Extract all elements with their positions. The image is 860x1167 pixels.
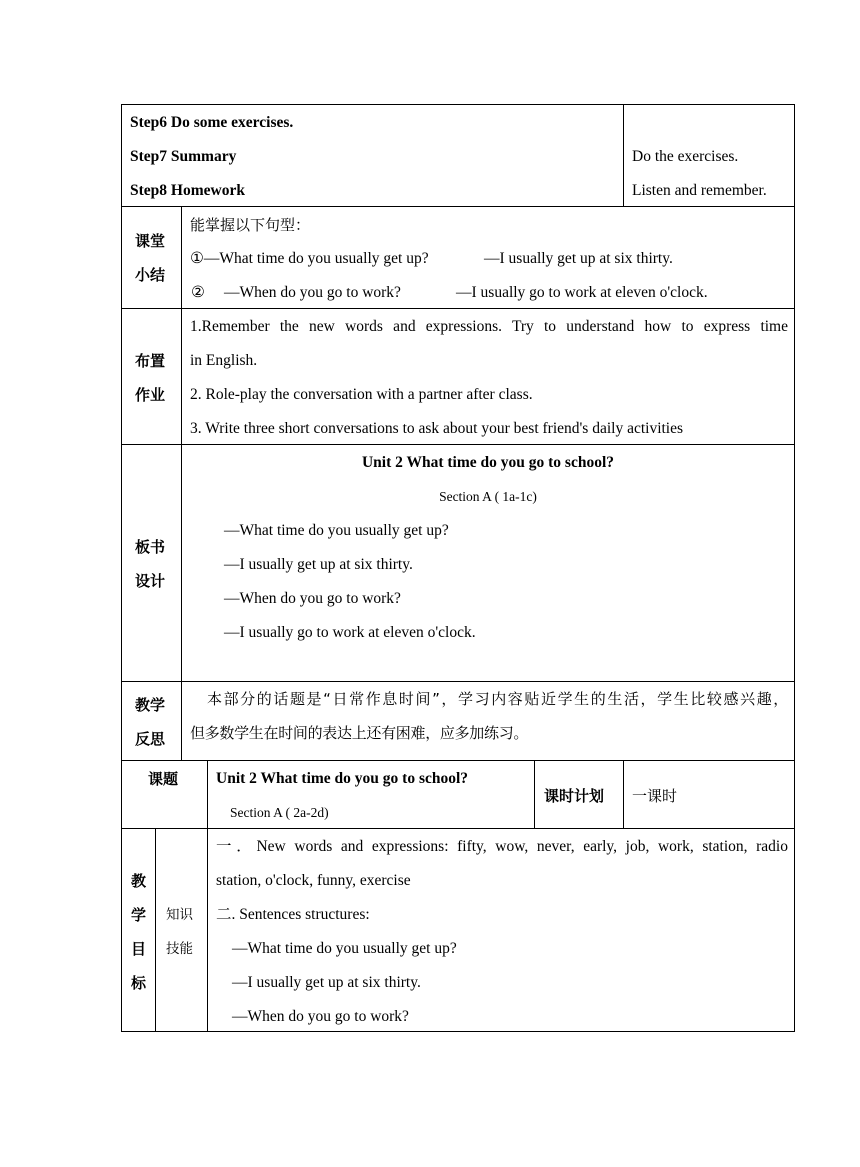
summary-a2: —I usually go to work at eleven o'clock. xyxy=(456,284,708,301)
row-divider xyxy=(121,760,795,761)
lesson-plan-label: 课时计划 xyxy=(544,787,605,805)
activity-exercises: Do the exercises. xyxy=(632,148,739,165)
objectives-structures: 二. Sentences structures: xyxy=(216,906,370,923)
lesson-plan-value: 一课时 xyxy=(632,787,678,805)
reflection-label-1: 教学 xyxy=(135,696,166,714)
board-label-2: 设计 xyxy=(135,572,166,590)
lesson-subtitle: Section A ( 2a-2d) xyxy=(230,805,329,820)
table-border-top xyxy=(121,104,795,105)
row-divider xyxy=(121,681,795,682)
summary-num2: ② xyxy=(191,284,205,301)
summary-a1: —I usually get up at six thirty. xyxy=(484,250,673,267)
col-divider xyxy=(623,104,624,206)
objectives-sentence-2: —I usually get up at six thirty. xyxy=(232,974,421,991)
lesson-title: Unit 2 What time do you go to school? xyxy=(216,770,469,787)
reflection-line-2: 但多数学生在时间的表达上还有困难，应多加练习。 xyxy=(190,724,529,742)
objectives-label-char: 标 xyxy=(131,974,147,992)
row-divider xyxy=(121,308,795,309)
summary-label-2: 小结 xyxy=(135,266,166,284)
board-sentence-1: —What time do you usually get up? xyxy=(224,522,449,539)
homework-item-2: 2. Role-play the conversation with a partner after class. xyxy=(190,386,533,403)
row-divider xyxy=(121,206,795,207)
summary-intro: 能掌握以下句型： xyxy=(190,216,311,234)
step6-text: Step6 Do some exercises. xyxy=(130,114,294,131)
skills-label: 技能 xyxy=(166,941,193,957)
objectives-label-char: 教 xyxy=(131,872,147,890)
homework-item-1-cont: in English. xyxy=(190,352,258,369)
board-label-1: 板书 xyxy=(135,538,166,556)
homework-item-1: 1.Remember the new words and expressions. Try to understand how to express time xyxy=(190,318,788,335)
activity-listen: Listen and remember. xyxy=(632,182,767,199)
objectives-sentence-3: —When do you go to work? xyxy=(232,1008,409,1025)
topic-label: 课题 xyxy=(148,770,179,788)
table-border-bottom xyxy=(121,1031,795,1032)
row-divider xyxy=(121,444,795,445)
summary-q1: ①—What time do you usually get up? xyxy=(190,250,429,267)
col-divider xyxy=(623,760,624,829)
objectives-label-char: 目 xyxy=(131,940,147,958)
col-divider xyxy=(181,206,182,761)
objectives-label-char: 学 xyxy=(131,906,147,924)
reflection-label-2: 反思 xyxy=(135,730,166,748)
knowledge-label: 知识 xyxy=(166,907,193,923)
table-border-left xyxy=(121,104,122,1032)
col-divider xyxy=(534,760,535,829)
step8-text: Step8 Homework xyxy=(130,182,245,199)
homework-item-3: 3. Write three short conversations to ask about your best friend's daily activities xyxy=(190,420,684,437)
col-divider xyxy=(207,760,208,1032)
board-sentence-4: —I usually go to work at eleven o'clock. xyxy=(224,624,476,641)
step7-text: Step7 Summary xyxy=(130,148,237,165)
board-sentence-2: —I usually get up at six thirty. xyxy=(224,556,413,573)
homework-label-1: 布置 xyxy=(135,352,166,370)
objectives-sentence-1: —What time do you usually get up? xyxy=(232,940,457,957)
summary-label-1: 课堂 xyxy=(135,232,166,250)
reflection-line-1: 本部分的话题是“日常作息时间”，学习内容贴近学生的生活，学生比较感兴趣， xyxy=(207,690,788,708)
board-title: Unit 2 What time do you go to school? xyxy=(361,454,615,471)
table-border-right xyxy=(794,104,795,1032)
objectives-words: 一．New words and expressions: fifty, wow, never, early, job, work, station, radio xyxy=(216,838,788,855)
summary-q2: —When do you go to work? xyxy=(224,284,401,301)
board-sentence-3: —When do you go to work? xyxy=(224,590,401,607)
row-divider xyxy=(121,828,795,829)
homework-label-2: 作业 xyxy=(135,386,166,404)
objectives-words-cont: station, o'clock, funny, exercise xyxy=(216,872,411,889)
board-subtitle: Section A ( 1a-1c) xyxy=(439,489,537,504)
col-divider xyxy=(155,828,156,1032)
